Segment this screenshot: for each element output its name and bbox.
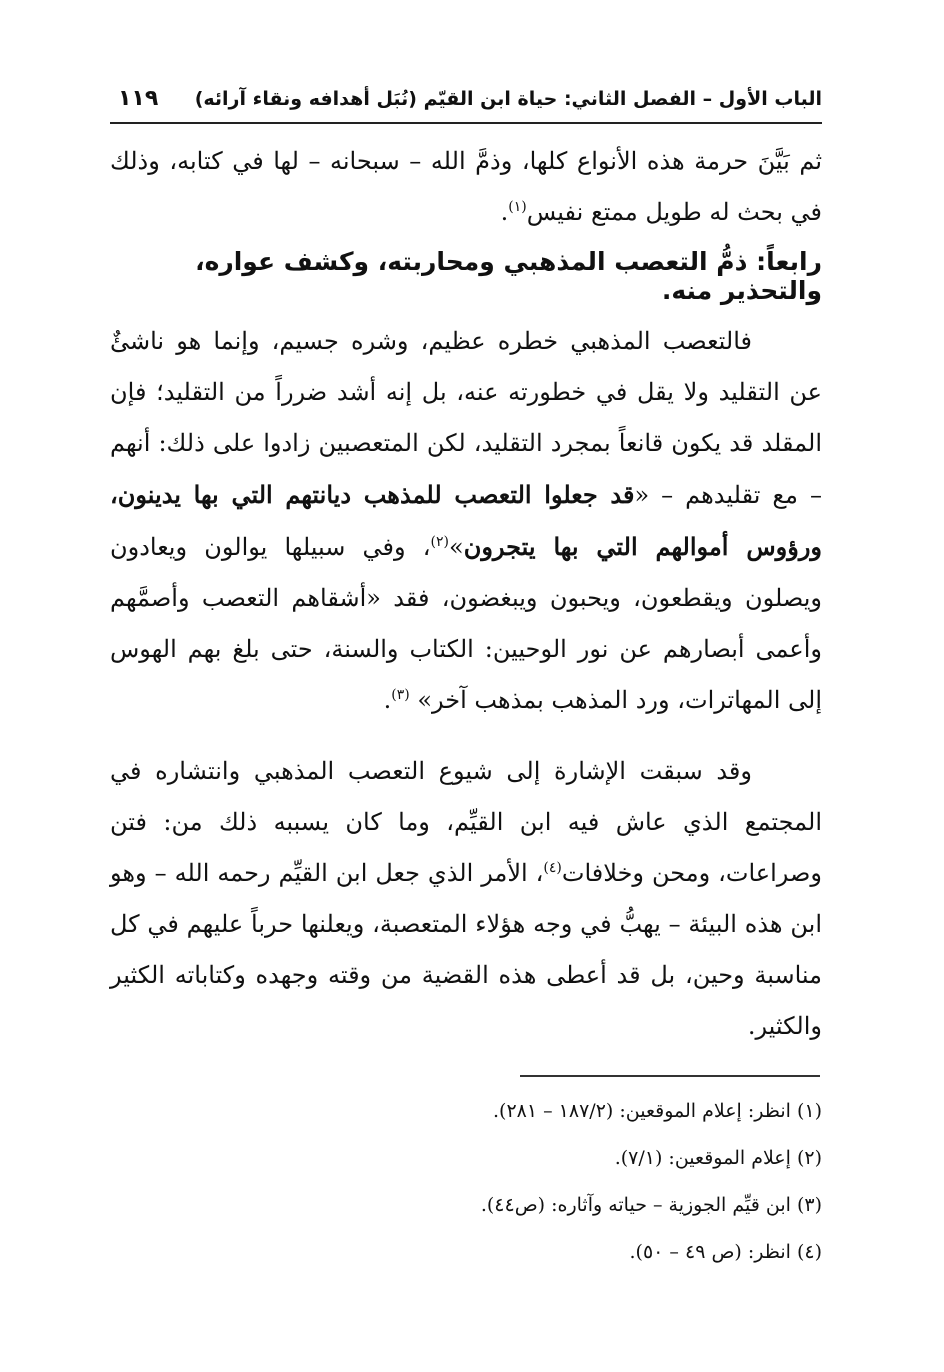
footnote-1: (١) انظر: إعلام الموقعين: (١٨٧/٢ – ٢٨١). [493, 1100, 822, 1122]
section-heading: رابعاً: ذمُّ التعصب المذهبي ومحاربته، وكشف عواره، والتحذير منه. [195, 247, 822, 305]
footnote-3: (٣) ابن قيِّم الجوزية – حياته وآثاره: (ص٤٤). [480, 1194, 822, 1216]
paragraph-3 [110, 746, 822, 1052]
footnote-separator [520, 1075, 820, 1077]
paragraph-2-text-d: . [383, 686, 392, 714]
footnote-4: (٤) انظر: (ص ٤٩ – ٥٠). [629, 1241, 822, 1263]
header-title: الباب الأول – الفصل الثاني: حياة ابن القيّم (نُبَل أهدافه ونقاء آرائه) [194, 88, 822, 110]
paragraph-1-text: ثم بَيَّنَ حرمة هذه الأنواع كلها، وذمَّ الله – سبحانه – لها في كتابه، وذلك في بحث له طويل ممتع نفيس [110, 147, 822, 226]
paragraph-2-text-b: » [449, 533, 464, 561]
paragraph-2-text-c: ، وفي سبيلها يوالون ويعادون ويصلون ويقطعون، ويحبون ويبغضون، فقد «أشقاهم التعصب وأصمَّهم وأعمى أبصارهم عن نور الوحيين: الكتاب والسنة، حتى بلغ بهم الهوس إلى المهاترات، ورد المذهب بمذهب آخر» [110, 533, 822, 714]
paragraph-2-bold-quote: قد جعلوا التعصب للمذهب ديانتهم التي بها يدينون، ورؤوس أموالهم التي بها يتجرون [110, 480, 822, 561]
paragraph-2-text-a: فالتعصب المذهبي خطره عظيم، وشره جسيم، وإنما هو ناشئٌ عن التقليد ولا يقل في خطورته عنه، بل إنه أشد ضرراً من التقليد؛ فإن المقلد قد يكون قانعاً بمجرد التقليد، لكن المتعصبين زادوا على ذلك: أنهم – مع تقليدهم – « [110, 327, 822, 509]
footnotes [110, 1088, 822, 1276]
paragraph-3-text-a: وقد سبقت الإشارة إلى شيوع التعصب المذهبي وانتشاره في المجتمع الذي عاش فيه ابن القيِّم، وما كان يسببه ذلك من: فتن وصراعات، ومحن وخلافات [110, 757, 822, 887]
footnote-ref-2: (٢) [430, 534, 449, 550]
footnote-ref-4: (٤) [543, 860, 562, 876]
running-header [110, 82, 822, 124]
footnote-ref-3: (٣) [391, 687, 410, 703]
paragraph-1: ثم بَيَّنَ حرمة هذه الأنواع كلها، وذمَّ الله – سبحانه – لها في كتابه، وذلك في بحث له طويل ممتع نفيس$^{(١)}$. [110, 147, 822, 226]
paragraph-2 [110, 316, 822, 726]
paragraph-3-text-b: ، الأمر الذي جعل ابن القيِّم رحمه الله – وهو ابن هذه البيئة – يهبُّ في وجه هؤلاء المتعصبة، ويعلنها حرباً عليهم في كل مناسبة وحين، بل قد أعطى هذه القضية من وقته وجهده وكتاباته الكثير والكثير. [110, 859, 822, 1040]
footnote-ref-1: (١) [508, 199, 527, 215]
page-number: ١١٩ [118, 86, 159, 111]
footnote-2: (٢) إعلام الموقعين: (٧/١). [614, 1147, 822, 1169]
